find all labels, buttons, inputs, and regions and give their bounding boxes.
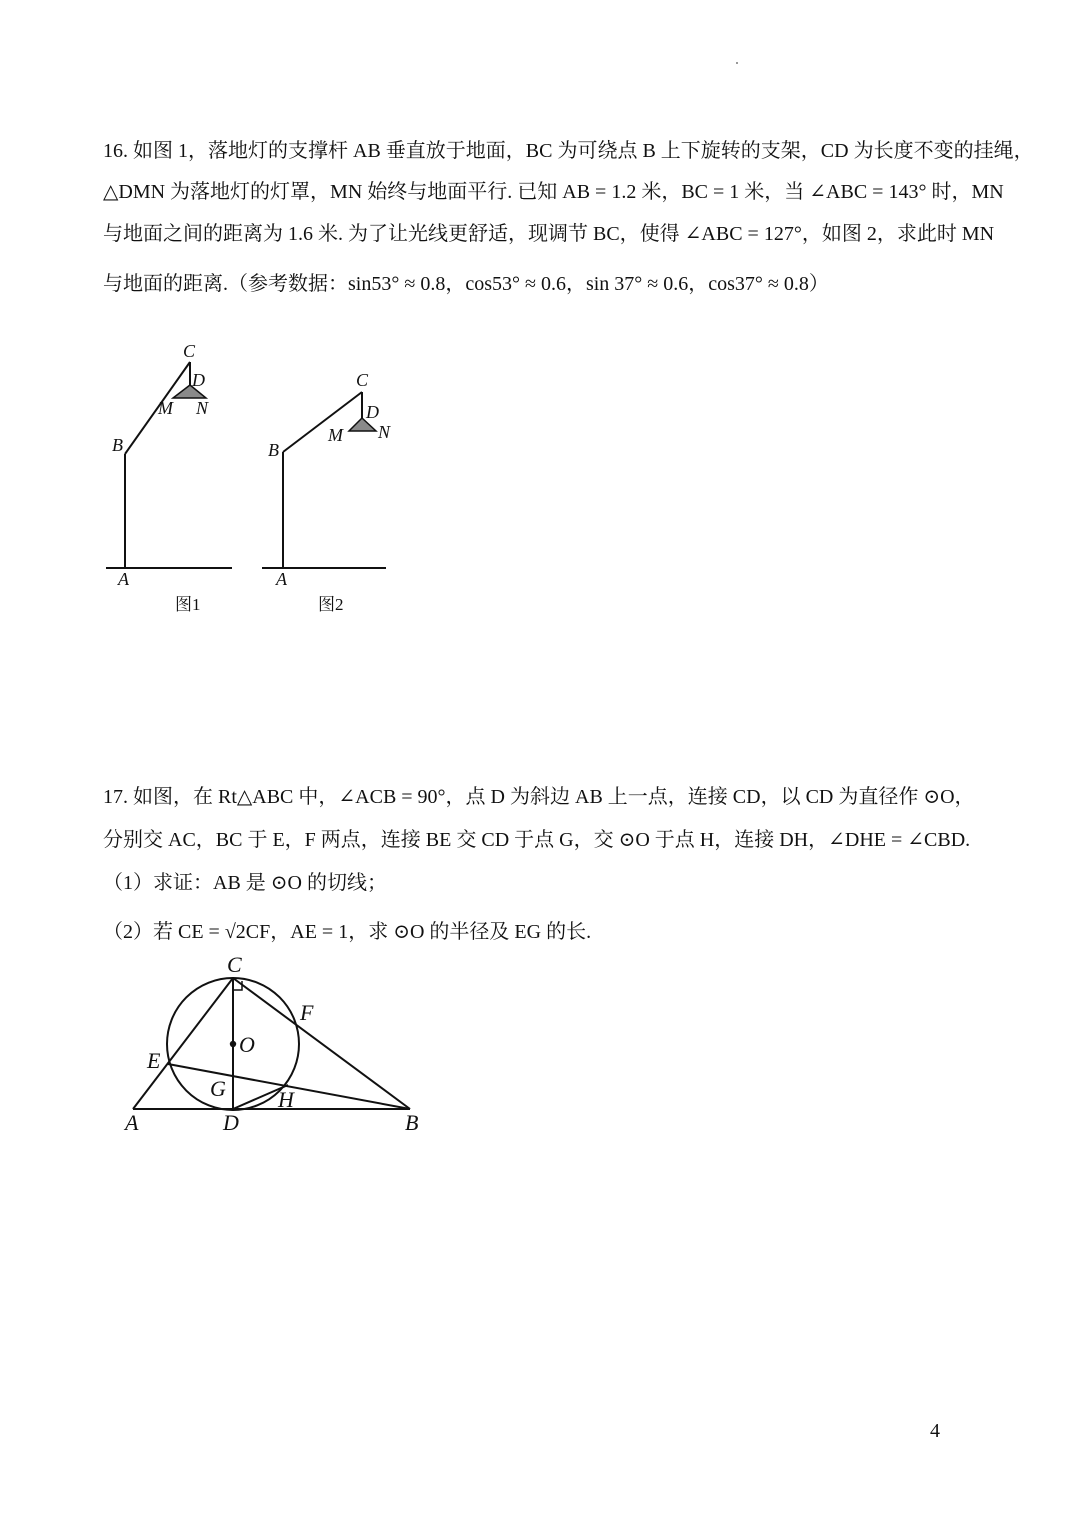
label-h: H: [278, 1087, 294, 1112]
q16-line-3: 与地面之间的距离为 1.6 米. 为了让光线更舒适，现调节 BC，使得 ∠ABC = 127°，如图 2，求此时 MN: [103, 223, 995, 245]
label-o: O: [239, 1032, 255, 1057]
arm-bc: [283, 392, 362, 452]
q17-line-1: 17. 如图，在 Rt△ABC 中，∠ACB = 90°，点 D 为斜边 AB 上一点，连接 CD，以 CD 为直径作 ⊙O，: [103, 786, 975, 808]
label-a: A: [118, 569, 129, 589]
label-b: B: [405, 1110, 419, 1135]
q16-line-2: △DMN 为落地灯的灯罩，MN 始终与地面平行. 已知 AB = 1.2 米，BC = 1 米，当 ∠ABC = 143° 时，MN: [103, 181, 1004, 203]
label-n: N: [196, 398, 209, 418]
segment-bc: [233, 978, 410, 1109]
page-number: 4: [930, 1420, 940, 1442]
figure-caption: 图1: [175, 595, 201, 614]
q16-line-1: 16. 如图 1，落地灯的支撑杆 AB 垂直放于地面，BC 为可绕点 B 上下旋转的支架，CD 为长度不变的挂绳，: [103, 140, 1034, 162]
label-d: D: [192, 370, 205, 390]
q17-figure: [115, 945, 435, 1140]
label-b: B: [112, 435, 123, 455]
label-m: M: [158, 398, 173, 418]
label-a: A: [276, 569, 287, 589]
label-n: N: [378, 422, 391, 442]
q17-part-2: （2）若 CE = √2CF，AE = 1，求 ⊙O 的半径及 EG 的长.: [103, 921, 592, 943]
label-c: C: [227, 952, 242, 977]
label-d: D: [366, 402, 379, 422]
label-g: G: [210, 1076, 226, 1101]
label-c: C: [356, 370, 369, 390]
center-point-o: [230, 1041, 236, 1047]
label-e: E: [147, 1048, 161, 1073]
label-a: A: [125, 1110, 139, 1135]
q16-figure-2: [255, 360, 400, 620]
figure-caption: 图2: [318, 595, 344, 614]
label-b: B: [268, 440, 279, 460]
label-f: F: [300, 1000, 314, 1025]
q17-line-2: 分别交 AC，BC 于 E，F 两点，连接 BE 交 CD 于点 G，交 ⊙O 于点 H，连接 DH，∠DHE = ∠CBD.: [103, 829, 971, 851]
speck: [736, 62, 738, 64]
q16-line-4: 与地面的距离.（参考数据：sin53° ≈ 0.8，cos53° ≈ 0.6，sin 37° ≈ 0.6，cos37° ≈ 0.8）: [103, 273, 829, 295]
label-d: D: [223, 1110, 239, 1135]
q17-part-1: （1）求证：AB 是 ⊙O 的切线；: [103, 872, 387, 894]
label-m: M: [328, 425, 343, 445]
label-c: C: [183, 341, 196, 361]
q16-figure-1: [100, 335, 250, 620]
